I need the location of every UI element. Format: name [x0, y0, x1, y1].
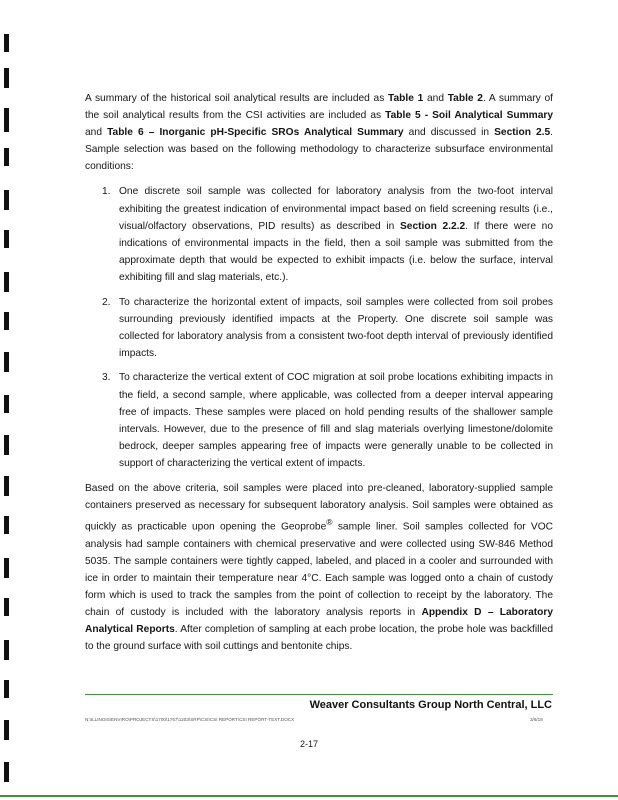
binder-mark [4, 476, 9, 496]
binder-mark [4, 352, 9, 372]
binder-mark [4, 558, 9, 578]
registered-mark: ® [326, 517, 333, 528]
binder-mark [4, 68, 9, 88]
methodology-item-2: 2. To characterize the horizontal extent of impacts, soil samples were collected from soil probes surrounding previously identified impacts at the Property. One discrete soil sample was collected for laboratory analysis from a consistent two-foot depth interval of previously identified impacts. [85, 294, 553, 362]
intro-paragraph: A summary of the historical soil analytical results are included as Table 1 and Table 2. A summary of the soil analytical results from the CSI activities are included as Table 5 - Soil Analytical Summary and Table 6 – Inorganic pH-Specific SROs Analytical Summary and discussed in Section 2.5. Sample selection was based on the following methodology to characterize subsurface environmental conditions: [85, 93, 553, 173]
sampling-paragraph: Based on the above criteria, soil samples were placed into pre-cleaned, laboratory-supplied sample containers preserved as necessary for subsequent laboratory analysis. Soil samples were obtained as quickly as practicable upon opening the Geoprobe® sample liner. Soil samples collected for VOC analysis had sample containers with chemical preservative and were collected using SW-846 Method 5035. The sample containers were tightly capped, labeled, and placed in a cooler and surrounded with ice in order to maintain their temperature near 4°C. Each sample was logged onto a chain of custody form which is used to track the samples from the point of collection to receipt by the laboratory. The chain of custody is included with the laboratory analysis reports in Appendix D – Laboratory Analytical Reports. After completion of sampling at each probe location, the probe hole was backfilled to the ground surface with soil cuttings and bentonite chips. [85, 482, 553, 653]
footer-company-name: Weaver Consultants Group North Central, LLC [309, 699, 552, 711]
binder-mark [4, 272, 9, 292]
binder-mark [4, 435, 9, 455]
footer-file-path: N:\ILLINOIS\ENVIRO\PROJECTS\1700\1767\1203\SRP\CSI\CSI REPORT\CSI REPORT-TEXT.DOCX [85, 717, 295, 722]
footer-divider [85, 694, 553, 695]
methodology-list [85, 183, 553, 472]
methodology-item-1: 1. One discrete soil sample was collected for laboratory analysis from the two-foot interval exhibiting the greatest indication of environmental impact based on field screening results (i.e., visual/olfactory observations, PID results) as described in Section 2.2.2. If there were no indications of environmental impacts in the field, then a soil sample was submitted from the approximate depth that would be expected to exhibit impacts (i.e. below the surface, interval exhibiting fill and slag materials, etc.). [85, 183, 553, 286]
binder-mark [4, 680, 9, 698]
binder-mark [4, 598, 9, 616]
binder-mark [4, 762, 9, 782]
page-number: 2-17 [299, 739, 318, 749]
binder-mark [4, 190, 9, 210]
binder-mark [4, 34, 9, 52]
binder-mark [4, 516, 9, 534]
methodology-item-3: 3. To characterize the vertical extent of COC migration at soil probe locations exhibiting impacts in the field, a second sample, where applicable, was collected from a deeper interval appearing free of impacts. These samples were placed on hold pending results of the shallower sample intervals. However, due to the presence of fill and slag materials overlying limestone/dolomite bedrock, deeper samples appearing free of impacts were generally unable to be collected in support of characterizing the vertical extent of impacts. [85, 369, 553, 472]
item-number: 3. [102, 372, 111, 384]
document-body [85, 90, 553, 655]
binder-mark [4, 720, 9, 740]
binder-mark [4, 395, 9, 413]
binder-hole-marks [0, 0, 14, 800]
binder-mark [4, 312, 9, 330]
binder-mark [4, 148, 9, 166]
item-number: 1. [102, 186, 111, 198]
binder-mark [4, 108, 9, 132]
bottom-border-line [0, 795, 618, 797]
binder-mark [4, 230, 9, 248]
footer-date: 3/8/18 [530, 717, 543, 722]
binder-mark [4, 640, 9, 660]
item-number: 2. [102, 296, 111, 308]
